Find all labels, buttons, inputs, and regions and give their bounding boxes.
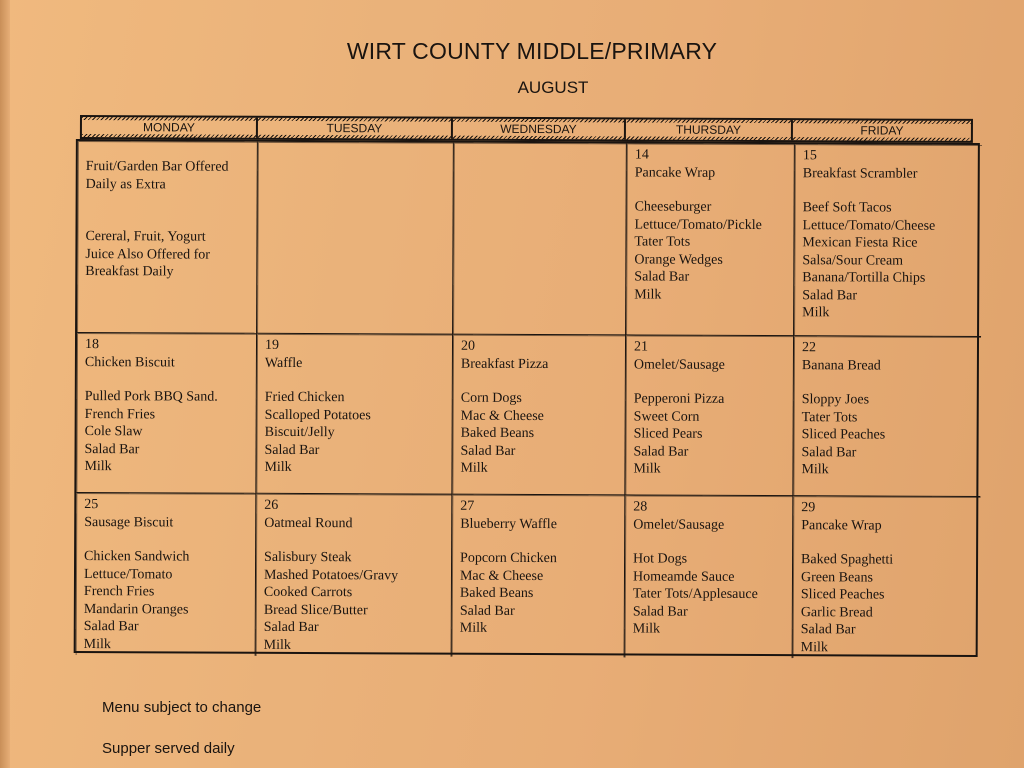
breakfast-item: Breakfast Pizza: [460, 356, 549, 372]
lunch-item: Salad Bar: [263, 619, 319, 636]
weekday-thursday: THURSDAY: [626, 119, 793, 140]
lunch-item: Salad Bar: [84, 441, 140, 457]
lunch-item: Homeamde Sauce: [632, 568, 735, 585]
lunch-item: Popcorn Chicken: [460, 550, 557, 567]
breakfast-item: Blueberry Waffle: [460, 516, 557, 532]
lunch-item: Milk: [633, 461, 661, 477]
day-number: 22: [801, 340, 817, 356]
lunch-item: French Fries: [83, 584, 155, 600]
lunch-item: Salad Bar: [800, 622, 856, 638]
note-line: Breakfast Daily: [85, 264, 174, 280]
day-cell-21: [625, 335, 794, 496]
weekday-tuesday: TUESDAY: [258, 118, 453, 139]
day-number: 19: [264, 337, 280, 353]
day-cell-22: [793, 336, 981, 497]
footer-note-menu-change: Menu subject to change: [102, 699, 262, 716]
lunch-item: Milk: [84, 459, 112, 475]
lunch-item: Pulled Pork BBQ Sand.: [84, 389, 218, 405]
menu-month: AUGUST: [517, 78, 589, 97]
day-number: 29: [801, 500, 816, 516]
lunch-item: Orange Wedges: [634, 251, 723, 268]
lunch-item: Salad Bar: [801, 444, 857, 460]
day-cell-15: [794, 144, 982, 337]
day-cell-28: [625, 495, 794, 658]
lunch-item: Mac & Cheese: [460, 408, 544, 424]
note-line: Cereral, Fruit, Yogurt: [85, 229, 206, 245]
lunch-item: Mashed Potatoes/Gravy: [263, 567, 399, 583]
day-cell-26: [256, 494, 453, 657]
lunch-item: Hot Dogs: [633, 551, 688, 567]
breakfast-item: Omelet/Sausage: [633, 516, 725, 533]
day-number: 20: [460, 338, 476, 354]
lunch-item: Salsa/Sour Cream: [802, 252, 904, 269]
lunch-item: Mexican Fiesta Rice: [802, 235, 918, 251]
breakfast-item: Pancake Wrap: [801, 517, 882, 534]
weekday-monday: MONDAY: [82, 117, 258, 138]
breakfast-item: Breakfast Scrambler: [802, 165, 918, 182]
weekday-wednesday: WEDNESDAY: [453, 119, 626, 140]
lunch-item: Beef Soft Tacos: [802, 200, 892, 216]
lunch-item: Sliced Pears: [633, 426, 703, 442]
lunch-item: Lettuce/Tomato/Cheese: [802, 217, 936, 234]
lunch-item: Scalloped Potatoes: [264, 407, 371, 423]
footer-note-supper: Supper served daily: [102, 740, 235, 757]
empty-day-cell: [257, 142, 454, 335]
lunch-item: Mandarin Oranges: [83, 601, 189, 618]
day-number: 26: [264, 497, 279, 513]
lunch-item: Salad Bar: [459, 603, 515, 619]
lunch-item: Mac & Cheese: [459, 568, 544, 584]
breakfast-item: Chicken Biscuit: [84, 354, 175, 370]
day-number: 18: [84, 337, 100, 353]
day-number: 28: [633, 499, 648, 515]
lunch-item: Milk: [802, 305, 830, 321]
lunch-item: Tater Tots: [801, 409, 858, 425]
day-cell-19: [256, 334, 453, 495]
lunch-item: Green Beans: [800, 569, 873, 585]
lunch-item: Salad Bar: [634, 269, 690, 285]
day-number: 14: [634, 147, 649, 163]
lunch-item: Fried Chicken: [264, 389, 345, 406]
lunch-item: Bread Slice/Butter: [263, 602, 368, 618]
lunch-item: Salad Bar: [83, 619, 139, 635]
day-number: 25: [84, 497, 99, 513]
lunch-item: Salad Bar: [460, 443, 516, 459]
lunch-item: Milk: [263, 637, 291, 653]
lunch-item: Cheeseburger: [634, 199, 712, 215]
breakfast-item: Waffle: [264, 355, 303, 371]
lunch-item: Sliced Peaches: [800, 587, 885, 603]
note-line: Daily as Extra: [85, 176, 166, 192]
lunch-item: Sliced Peaches: [801, 427, 886, 443]
day-cell-25: [76, 493, 257, 656]
empty-day-cell: [453, 143, 627, 336]
lunch-item: Salad Bar: [633, 443, 689, 460]
lunch-item: Milk: [634, 286, 662, 303]
lunch-item: Tater Tots: [634, 234, 691, 250]
lunch-item: Pepperoni Pizza: [633, 391, 725, 407]
breakfast-item: Banana Bread: [801, 357, 881, 374]
lunch-item: Milk: [83, 636, 111, 652]
weekday-friday: FRIDAY: [860, 123, 904, 138]
day-cell-18: [76, 333, 257, 494]
lunch-item: Corn Dogs: [460, 390, 522, 406]
lunch-item: Sloppy Joes: [801, 392, 870, 408]
lunch-item: Sweet Corn: [633, 408, 700, 425]
lunch-item: Baked Beans: [459, 585, 534, 602]
lunch-item: Lettuce/Tomato/Pickle: [634, 216, 762, 233]
note-line: Juice Also Offered for: [85, 246, 210, 263]
day-number: 27: [460, 498, 475, 514]
lunch-item: Baked Spaghetti: [801, 552, 894, 568]
lunch-item: Milk: [459, 620, 488, 636]
lunch-item: Milk: [801, 462, 829, 478]
paper-edge: [0, 0, 10, 768]
day-cell-29: [793, 496, 981, 659]
note-line: Fruit/Garden Bar Offered: [85, 159, 229, 175]
lunch-item: Biscuit/Jelly: [264, 424, 335, 441]
day-cell-14: [626, 143, 795, 336]
lunch-item: Milk: [632, 621, 661, 637]
day-number: 15: [802, 148, 817, 164]
lunch-item: Tater Tots/Applesauce: [632, 586, 758, 602]
day-cell-27: [452, 495, 626, 658]
breakfast-item: Sausage Biscuit: [84, 514, 174, 530]
menu-grid: [74, 139, 980, 657]
lunch-item: Baked Beans: [460, 425, 535, 442]
breakfast-item: Omelet/Sausage: [633, 356, 725, 373]
lunch-item: Garlic Bread: [800, 604, 873, 620]
notes-cell: [77, 141, 258, 334]
menu-calendar: [70, 115, 984, 657]
lunch-item: Chicken Sandwich: [84, 549, 190, 565]
lunch-item: Banana/Tortilla Chips: [802, 270, 926, 286]
menu-title: WIRT COUNTY MIDDLE/PRIMARY: [346, 38, 718, 64]
lunch-item: Salad Bar: [632, 603, 688, 620]
lunch-item: Salisbury Steak: [264, 549, 352, 566]
lunch-item: Cooked Carrots: [263, 584, 353, 601]
breakfast-item: Oatmeal Round: [264, 515, 353, 531]
lunch-item: Cole Slaw: [84, 424, 143, 440]
day-number: 21: [633, 339, 649, 355]
lunch-item: Lettuce/Tomato: [83, 566, 173, 582]
lunch-item: Milk: [800, 639, 828, 655]
breakfast-item: Pancake Wrap: [634, 164, 716, 181]
lunch-item: Milk: [264, 459, 292, 475]
lunch-item: Milk: [460, 460, 488, 476]
day-cell-20: [452, 335, 626, 496]
lunch-item: Salad Bar: [802, 287, 858, 303]
lunch-item: French Fries: [84, 406, 156, 422]
lunch-item: Salad Bar: [264, 442, 320, 458]
